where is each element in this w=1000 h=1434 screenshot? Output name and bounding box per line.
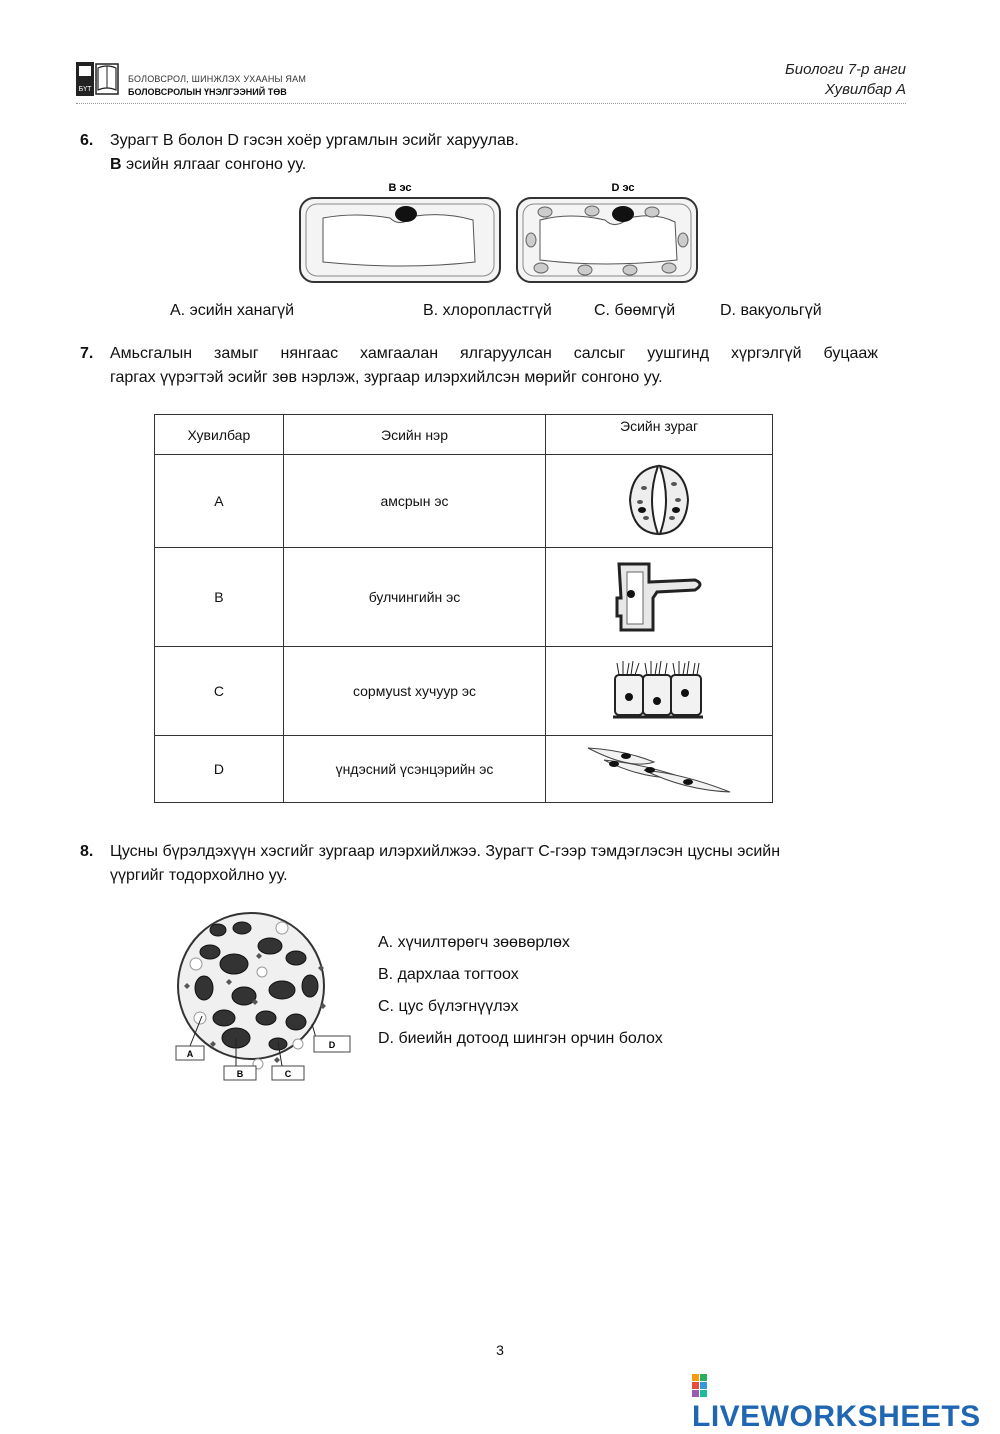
row-cell-name: амсрын эс <box>283 455 545 548</box>
q6-option-a[interactable]: A. эсийн ханагүй <box>170 302 295 319</box>
q7-text-line2: гаргах үүрэгтэй эсийг зөв нэрлэж, зургаар илэрхийлсэн мөрийг сонгоно уу. <box>110 369 663 386</box>
row-cell-name: сормуust хучуур эс <box>283 647 545 736</box>
variant-title: Хувилбар А <box>824 81 906 98</box>
table-header-row <box>155 415 773 455</box>
d-cell-label: D эс <box>611 182 635 194</box>
svg-text:БҮТ: БҮТ <box>78 86 92 93</box>
q8-option-a[interactable]: A. хүчилтөрөгч зөөвөрлөх <box>378 934 570 951</box>
q6-number: 6. <box>80 132 94 149</box>
q8-text-line2: үүргийг тодорхойлно уу. <box>110 867 288 884</box>
row-variant: B <box>155 548 284 647</box>
q7-table <box>154 414 773 803</box>
header-divider <box>76 103 906 104</box>
svg-text:B: B <box>236 1069 244 1079</box>
ministry-logo <box>76 62 120 96</box>
nerve-cell-icon <box>609 558 709 634</box>
svg-text:D: D <box>328 1040 336 1050</box>
q8-option-b[interactable]: B. дархлаа тогтоох <box>378 966 519 983</box>
table-row[interactable] <box>155 736 773 803</box>
q6-option-d[interactable]: D. вакуольгүй <box>720 302 822 319</box>
q7-number: 7. <box>80 345 94 362</box>
table-row[interactable] <box>155 548 773 647</box>
q8-option-d[interactable]: D. биеийн дотоод шингэн орчин болох <box>378 1030 663 1047</box>
liveworksheets-brand: LIVEWORKSHEETS <box>692 1400 981 1433</box>
row-cell-name: булчингийн эс <box>283 548 545 647</box>
table-row[interactable] <box>155 455 773 548</box>
q6-text-line1: Зурагт B болон D гэсэн хоёр ургамлын эсийг харуулав. <box>110 132 519 149</box>
row-cell-image <box>546 548 773 647</box>
b-cell-icon <box>300 198 500 282</box>
row-variant: A <box>155 455 284 548</box>
page-number: 3 <box>496 1342 504 1358</box>
org-name-line1: БОЛОВСРОЛ, ШИНЖЛЭХ УХААНЫ ЯАМ <box>128 74 307 84</box>
q8-text-line1: Цусны бүрэлдэхүүн хэсгийг зургаар илэрхийлжээ. Зурагт C-гээр тэмдэглэсэн цусны эсийн <box>110 843 781 860</box>
q6-text-line2: B эсийн ялгааг сонгоно уу. <box>110 156 307 173</box>
header-cell-name: Эсийн нэр <box>283 415 545 455</box>
row-variant: C <box>155 647 284 736</box>
q8-number: 8. <box>80 843 94 860</box>
row-variant: D <box>155 736 284 803</box>
q6-option-b[interactable]: B. хлоропластгүй <box>423 302 552 319</box>
q6-option-c[interactable]: C. бөөмгүй <box>594 302 676 319</box>
svg-text:A: A <box>186 1049 194 1059</box>
liveworksheets-logo <box>692 1372 1000 1434</box>
d-cell-icon <box>517 198 697 282</box>
ciliated-cell-icon <box>609 657 709 723</box>
subject-title: Биологи 7-р анги <box>784 61 906 78</box>
q7-text-line1: Амьсгалын замыг нянгаас хамгаалан ялгаруулсан салсыг уушгинд хүргэлгүй буцааж <box>110 345 878 362</box>
org-name-line2: БОЛОВСРОЛЫН ҮНЭЛГЭЭНИЙ ТӨВ <box>128 87 287 97</box>
row-cell-image <box>546 736 773 803</box>
header-cell-image: Эсийн зураг <box>546 415 773 455</box>
table-row[interactable] <box>155 647 773 736</box>
guard-cell-icon <box>624 462 694 538</box>
header-variant: Хувилбар <box>155 415 284 455</box>
q6-figure <box>295 178 705 293</box>
liveworksheets-icon <box>692 1372 716 1400</box>
blood-figure <box>170 906 360 1091</box>
b-cell-label: B эс <box>388 182 412 194</box>
row-cell-image <box>546 647 773 736</box>
muscle-cell-icon <box>584 740 734 796</box>
q8-option-c[interactable]: C. цус бүлэгнүүлэх <box>378 998 519 1015</box>
svg-text:C: C <box>284 1069 292 1079</box>
row-cell-name: үндэсний үсэнцэрийн эс <box>283 736 545 803</box>
row-cell-image <box>546 455 773 548</box>
